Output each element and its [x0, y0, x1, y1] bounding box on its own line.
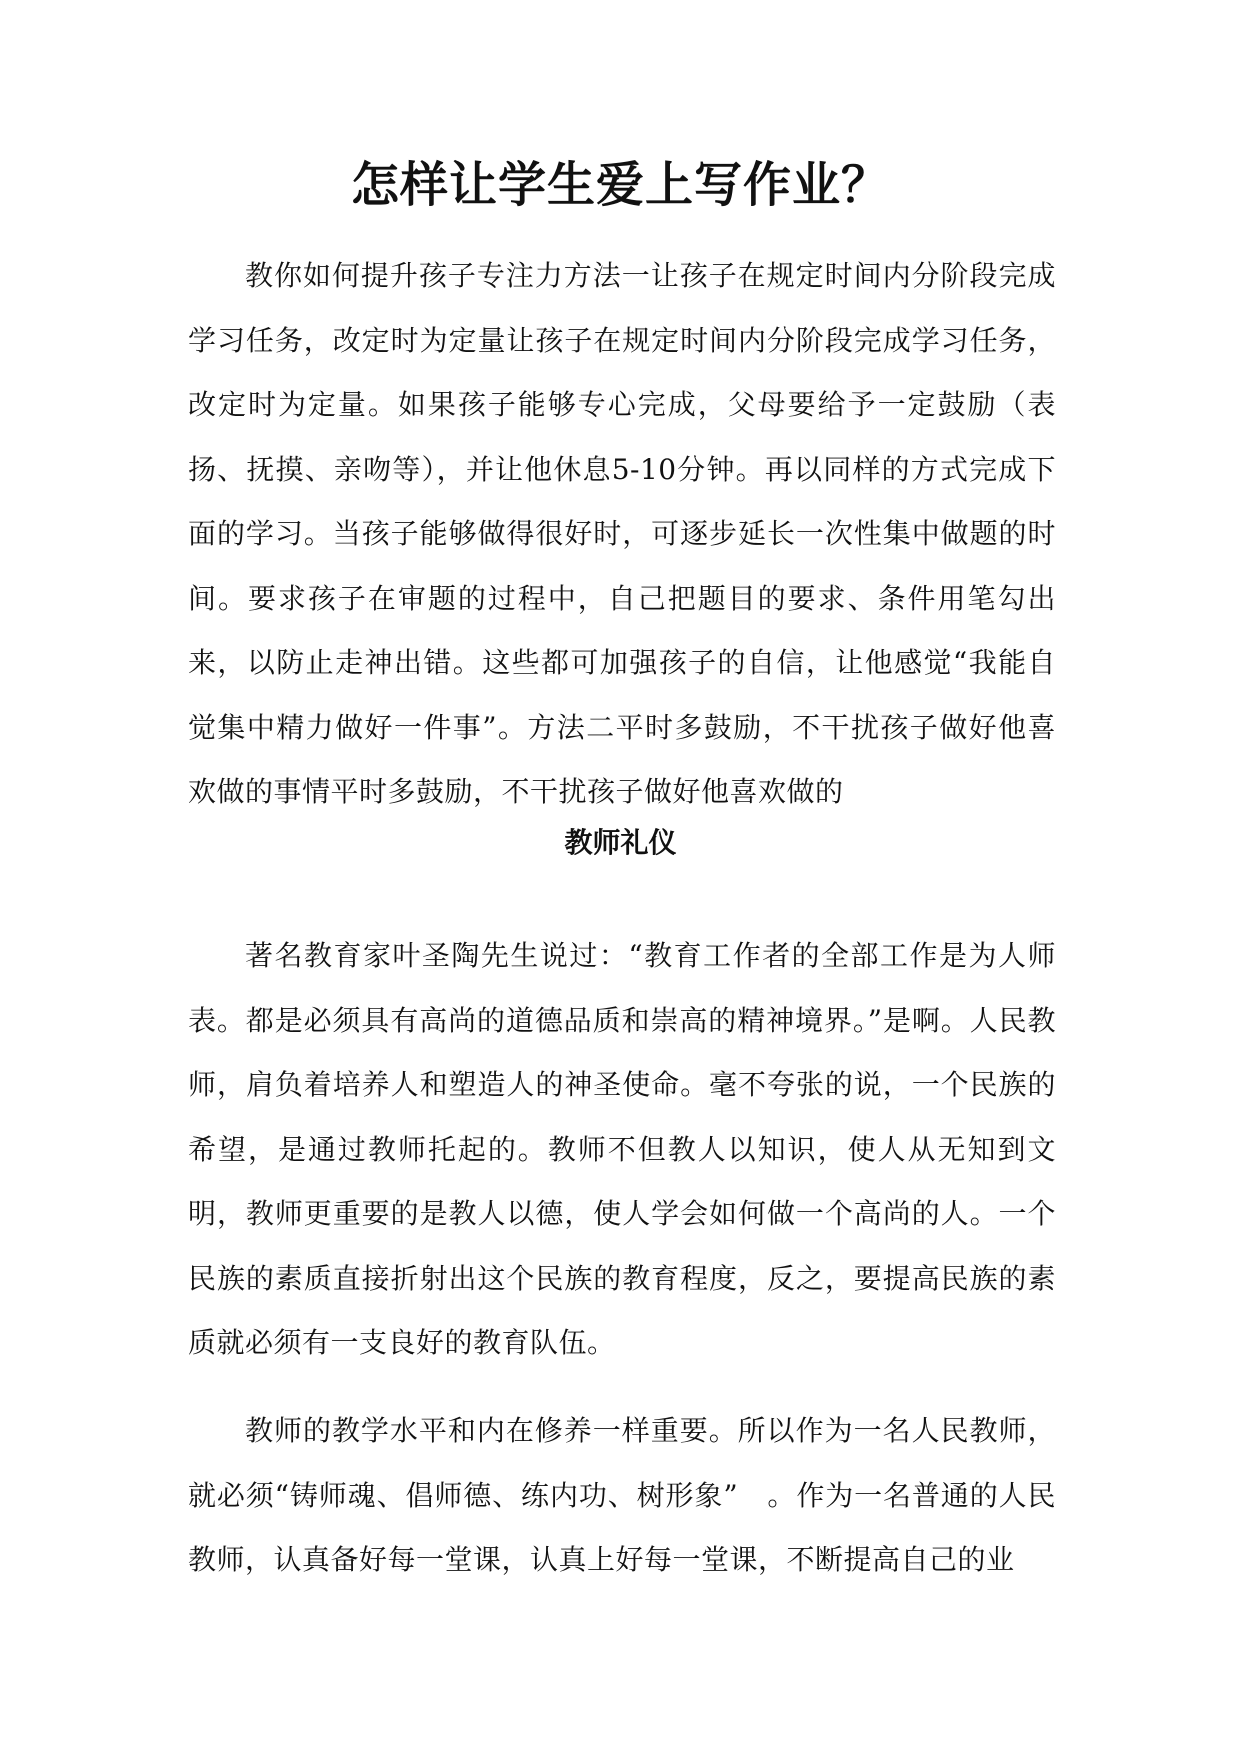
paragraph-focus-methods: 教你如何提升孩子专注力方法一让孩子在规定时间内分阶段完成学习任务，改定时为定量让孩子在规定时间内分阶段完成学习任务，改定时为定量。如果孩子能够专心完成，父母要给予一定鼓励（表扬、抚摸、亲吻等），并让他休息5-10分钟。再以同样的方式完成下面的学习。当孩子能够做得很好时，可逐步延长一次性集中做题的时间。要求孩子在审题的过程中，自己把题目的要求、条件用笔勾出来，以防止走神出错。这些都可加强孩子的自信，让他感觉“我能自觉集中精力做好一件事”。方法二平时多鼓励，不干扰孩子做好他喜欢做的事情平时多鼓励，不干扰孩子做好他喜欢做的	[188, 259, 1056, 808]
document-title: 怎样让学生爱上写作业？	[350, 157, 890, 213]
paragraph-teacher-role: 著名教育家叶圣陶先生说过：“教育工作者的全部工作是为人师表。都是必须具有高尚的道德品质和崇高的精神境界。”是啊。人民教师，肩负着培养人和塑造人的神圣使命。毫不夸张的说，一个民族的希望，是通过教师托起的。教师不但教人以知识，使人从无知到文明，教师更重要的是教人以德，使人学会如何做一个高尚的人。一个民族的素质直接折射出这个民族的教育程度，反之，要提高民族的素质就必须有一支良好的教育队伍。	[188, 939, 1056, 1359]
paragraph-teacher-cultivation: 教师的教学水平和内在修养一样重要。所以作为一名人民教师，就必须“铸师魂、倡师德、练内功、树形象” 。作为一名普通的人民教师，认真备好每一堂课，认真上好每一堂课，不断提高自己的业	[188, 1414, 1056, 1576]
section-heading-teacher-etiquette: 教师礼仪	[564, 826, 677, 859]
